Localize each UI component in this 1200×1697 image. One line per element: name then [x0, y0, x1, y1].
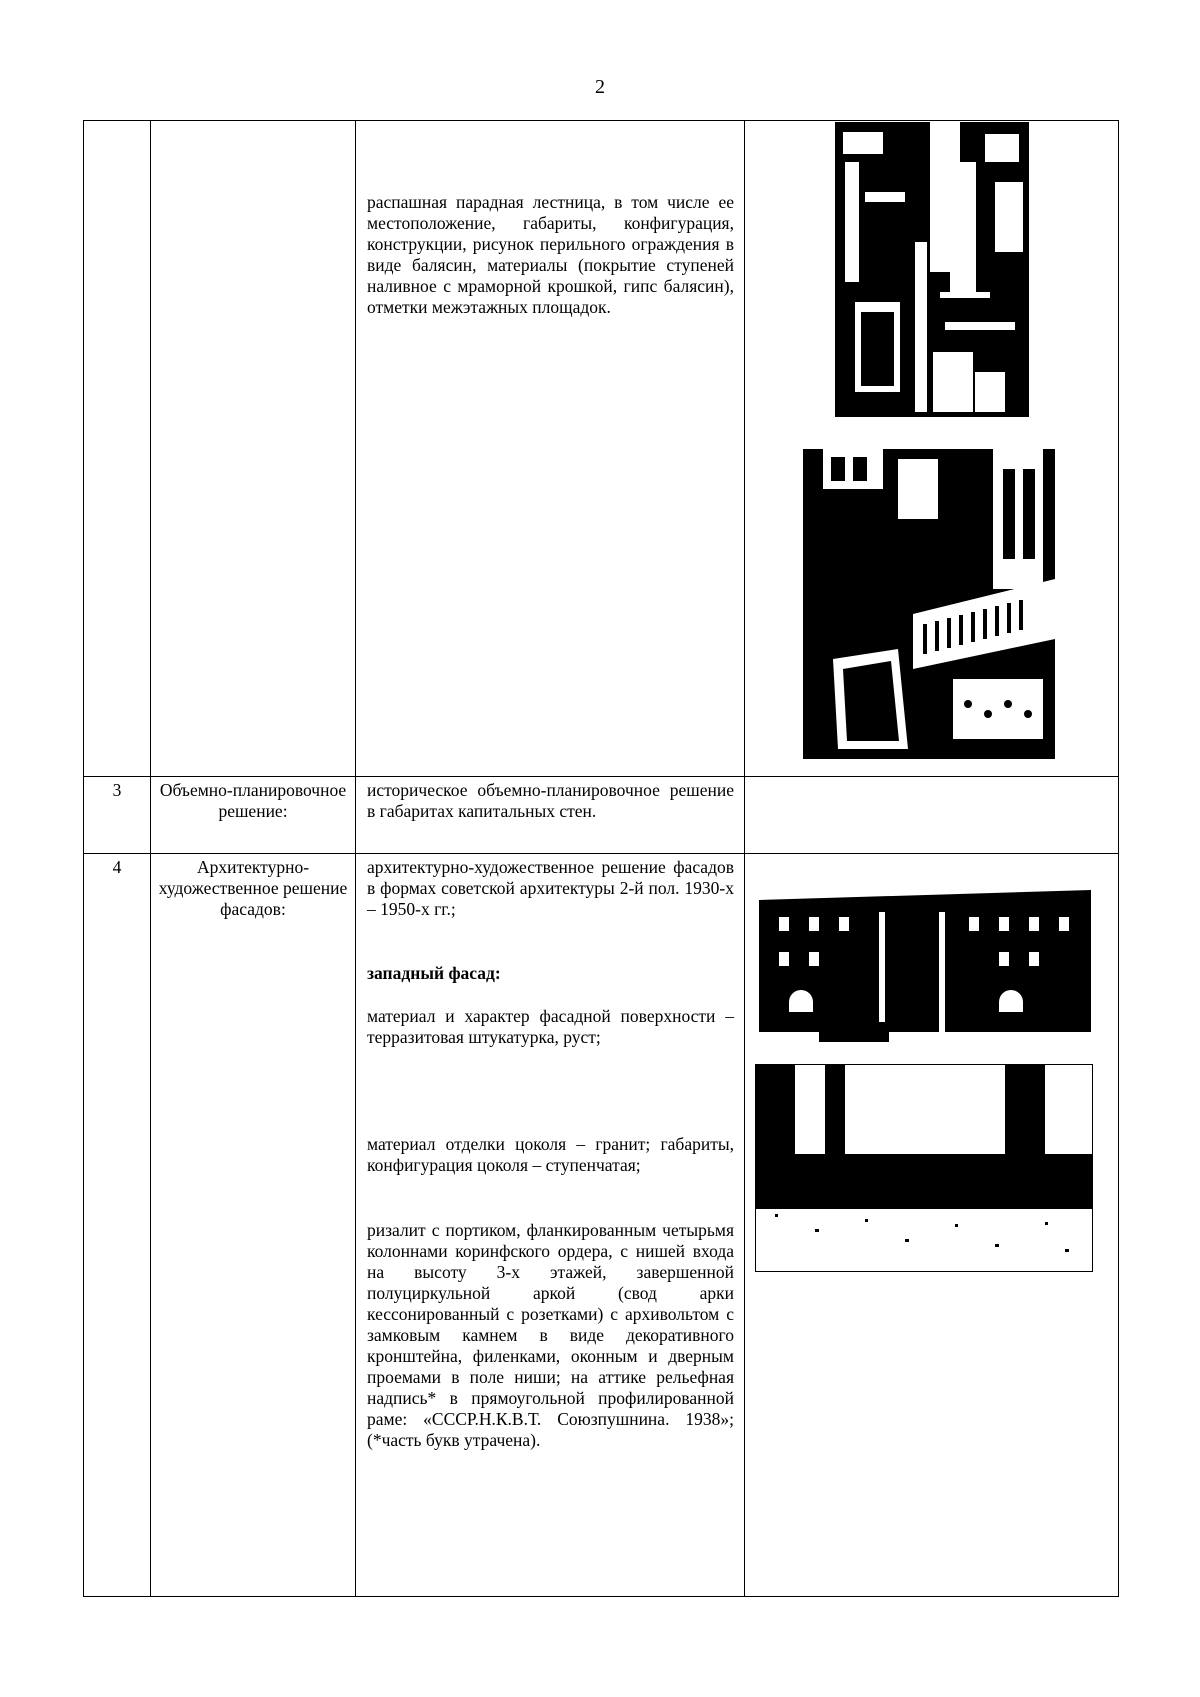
row-photo-cell	[745, 854, 1119, 1597]
row-description-cell	[356, 777, 745, 854]
row-name-cell: Архитектурно-художественное решение фасадов:	[151, 854, 356, 1597]
page-number: 2	[595, 76, 605, 98]
staircase-description: распашная парадная лестница, в том числе ее местоположение, габариты, конфигурация, конструкции, рисунок перильного ограждения в виде балясин, материалы (покрытие ступеней наливное с мраморной крошкой, гипс балясин), отметки межэтажных площадок.	[367, 192, 734, 317]
table-row-4	[84, 854, 1119, 1597]
row-number-cell	[84, 121, 151, 777]
table-row-3	[84, 777, 1119, 854]
facade-surface-material: материал и характер фасадной поверхности – терразитовая штукатурка, руст;	[367, 1006, 734, 1047]
plinth-material: материал отделки цоколя – гранит; габариты, конфигурация цоколя – ступенчатая;	[367, 1134, 734, 1175]
row-photo-cell	[745, 777, 1119, 854]
row-photo-cell	[745, 121, 1119, 777]
west-facade-heading: западный фасад:	[367, 963, 501, 983]
west-facade-photo	[759, 872, 1091, 1048]
facade-description: архитектурно-художественное решение фасадов в формах советской архитектуры 2-й пол. 1930-х – 1950-х гг.;	[367, 857, 734, 919]
staircase-photo-2	[803, 429, 1055, 759]
plinth-photo	[755, 1064, 1093, 1272]
row-name-cell	[151, 121, 356, 777]
row-description-cell	[356, 121, 745, 777]
row-name-cell: Объемно-планировочное решение:	[151, 777, 356, 854]
row-number-cell: 4	[84, 854, 151, 1597]
table-row-staircase	[84, 121, 1119, 777]
row-number-cell: 3	[84, 777, 151, 854]
risalit-description: ризалит с портиком, фланкированным четырьмя колоннами коринфского ордера, с нишей входа на высоту 3-х этажей, завершенной полуциркульной аркой (свод арки кессонированный с розетками) с архивольтом с замковым камнем в виде декоративного кронштейна, филенками, оконным и дверным проемами в поле ниши; на аттике рельефная надпись* в прямоугольной профилированной раме: «СССР.Н.К.В.Т. Союзпушнина. 1938»; (*часть букв утрачена).	[367, 1220, 734, 1450]
row-description-cell	[356, 854, 745, 1597]
volume-planning-description: историческое объемно-планировочное решение в габаритах капитальных стен.	[367, 780, 734, 821]
object-table	[83, 120, 1119, 1597]
staircase-photo-1	[835, 122, 1029, 417]
